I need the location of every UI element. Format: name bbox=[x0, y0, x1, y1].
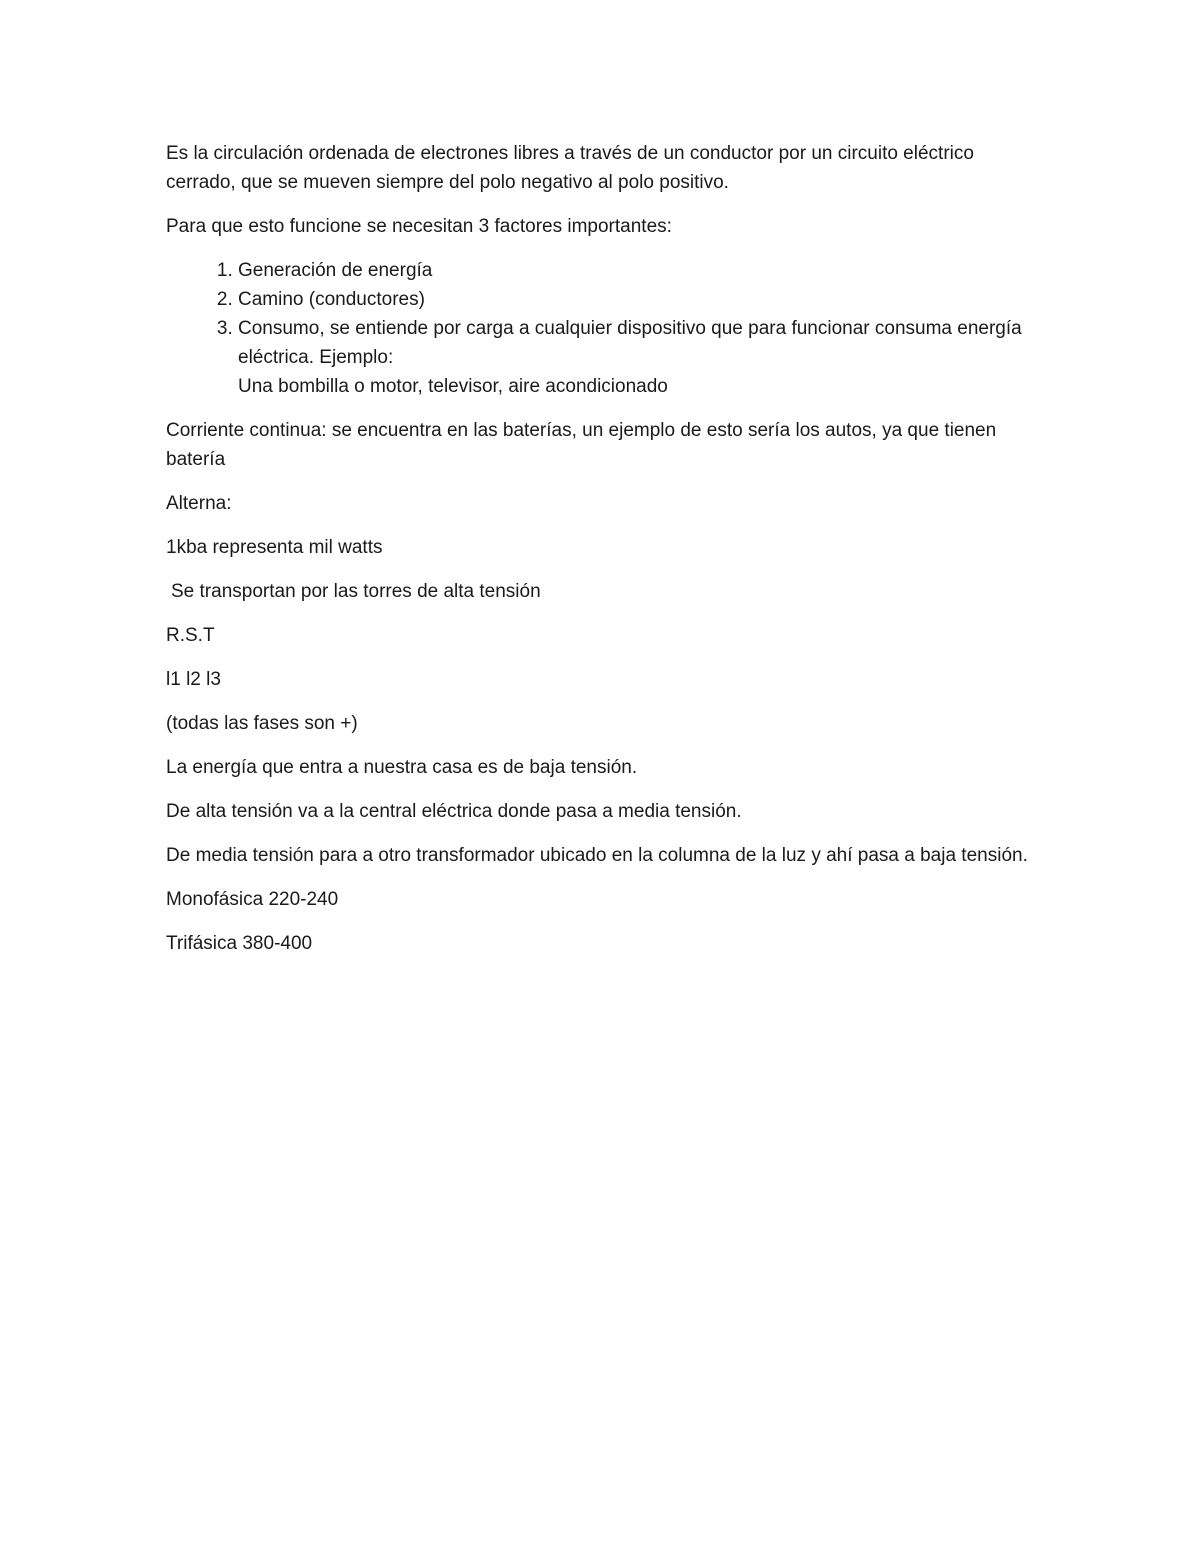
direct-current-paragraph: Corriente continua: se encuentra en las baterías, un ejemplo de esto sería los autos, ya que tienen batería bbox=[166, 420, 997, 470]
list-item-text: Consumo, se entiende por carga a cualquier dispositivo que para funcionar consuma energía eléctrica. Ejemplo: bbox=[238, 318, 1022, 368]
list-item bbox=[238, 285, 1046, 314]
list-item-text: Generación de energía bbox=[238, 260, 433, 281]
three-phase-line: Trifásica 380-400 bbox=[166, 933, 313, 954]
alternating-heading: Alterna: bbox=[166, 493, 232, 514]
list-item-example: Una bombilla o motor, televisor, aire acondicionado bbox=[238, 376, 668, 397]
intro-paragraph: Es la circulación ordenada de electrones libres a través de un conductor por un circuito eléctrico cerrado, que se mueven siempre del polo negativo al polo positivo. bbox=[166, 143, 974, 193]
phases-note: (todas las fases son +) bbox=[166, 713, 358, 734]
phases-l: l1 l2 l3 bbox=[166, 669, 221, 690]
factors-list bbox=[166, 256, 1046, 401]
document-body bbox=[166, 139, 1046, 973]
high-voltage-paragraph: De alta tensión va a la central eléctrica donde pasa a media tensión. bbox=[166, 801, 742, 822]
towers-paragraph: Se transportan por las torres de alta tensión bbox=[171, 581, 541, 602]
single-phase-line: Monofásica 220-240 bbox=[166, 889, 339, 910]
home-voltage-paragraph: La energía que entra a nuestra casa es de baja tensión. bbox=[166, 757, 638, 778]
list-item-text: Camino (conductores) bbox=[238, 289, 425, 310]
list-item bbox=[238, 314, 1046, 401]
list-item bbox=[238, 256, 1046, 285]
factors-intro-paragraph: Para que esto funcione se necesitan 3 factores importantes: bbox=[166, 216, 672, 237]
medium-voltage-paragraph: De media tensión para a otro transformador ubicado en la columna de la luz y ahí pasa a baja tensión. bbox=[166, 845, 1028, 866]
kva-paragraph: 1kba representa mil watts bbox=[166, 537, 383, 558]
phases-rst: R.S.T bbox=[166, 625, 215, 646]
